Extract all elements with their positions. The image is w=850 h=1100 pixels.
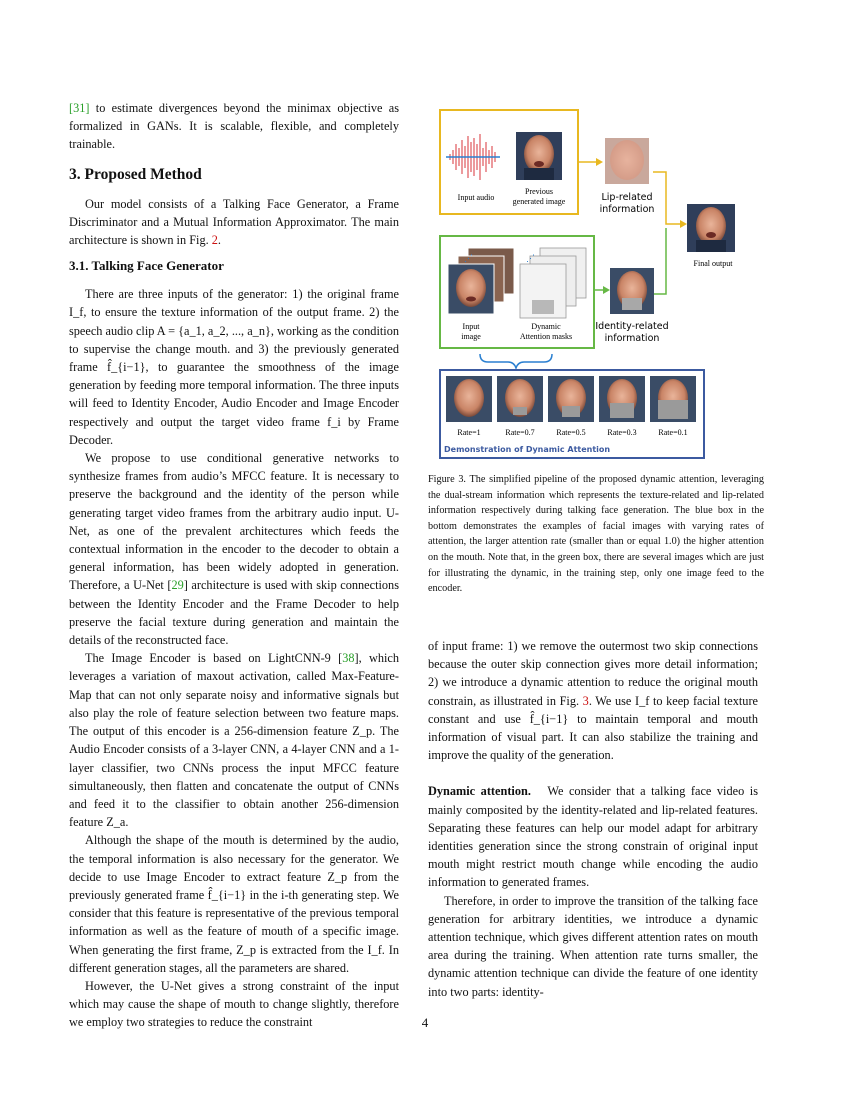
arrowhead: [596, 158, 603, 166]
paragraph-strategies: of input frame: 1) we remove the outermost two skip connections because the outer skip connection gives more detail information; 2) we introduce a dynamic attention to reduce the original mouth constrain, as illustrated in Fig. 3. We use I_f to keep facial texture constant and use f̂_{i−1} to maintain temporal and mouth information of visual part. It can also stabilize the training and improve the quality of the generation.: [428, 639, 758, 763]
identity-related-image: [610, 268, 654, 314]
paragraph-temporal: Although the shape of the mouth is determined by the audio, the temporal information is also necessary for the generator. We decide to use Image Encoder to extract feature Z_p from the previously generated frame f̂_{i−1} in the i-th generating step. We consider that this feature is representative of the previous temporal information as well as the feature of mouth of a specific image. When generating the first frame, Z_p is extracted from the I_f. In different generation stages, all the parameters are shared.: [69, 833, 399, 975]
demo-face-rate-0-1: [650, 376, 696, 422]
connector-lip: [653, 172, 680, 224]
paragraph-unet: We propose to use conditional generative networks to synthesize frames from audio’s MFCC feature. It is necessary to preserve the background and the identity of the person while generating target video frames from the arbitrary audio input. U-Net, as one of the prevalent architectures which feeds the contextual information in the encoder to the decoder to obtain a general information, has been widely adopted in generation. Therefore, a U-Net [29] architecture is used with skip connections between the Identity Encoder and the Frame Decoder to help preserve the facial texture during generation and maintain the details of the reconstructed face.: [69, 451, 399, 648]
label-input-audio: Input audio: [457, 193, 495, 202]
subsection-heading: 3.1. Talking Face Generator: [69, 258, 224, 274]
label-lip-2: information: [599, 204, 655, 215]
lip-related-image: [605, 138, 649, 184]
rate-label: Rate=0.7: [505, 428, 535, 437]
demo-faces: [446, 376, 696, 422]
paragraph-image-encoder: The Image Encoder is based on LightCNN-9 [38], which leverages a variation of maxout activation, called Max-Feature-Map that can not only separate noisy and informative signals but also play the role of feature selection between two feature maps. The output of this encoder is a 256-dimension feature Z_p. The Audio Encoder consists of a 3-layer CNN, a 4-layer CNN and a 1-layer classifier, two CNNs process the input MFCC feature simultaneously, then flatten and concatenate the output of CNNs and feed it to the classifier to obtain another 256-dimension feature Z_a.: [69, 651, 399, 830]
label-previous-1: Previous: [525, 187, 553, 196]
stack-ellipsis: ⋰: [464, 253, 473, 263]
arrowhead: [603, 286, 610, 294]
figure-link[interactable]: 3: [582, 693, 589, 708]
label-final-output: Final output: [693, 259, 733, 268]
citation-link[interactable]: 29: [171, 578, 184, 593]
stack-ellipsis: ⋰: [526, 253, 535, 263]
brace: [480, 354, 552, 368]
paragraph-model: Our model consists of a Talking Face Generator, a Frame Discriminator and a Mutual Information Approximator. The main architecture is shown in Fig. 2.: [69, 196, 399, 248]
label-identity-2: information: [604, 333, 660, 344]
demo-face-rate-1: [446, 376, 492, 422]
paragraph-intro: [31] to estimate divergences beyond the minimax objective as formalized in GANs. It is scalable, flexible, and completely trainable.: [69, 101, 399, 152]
paragraph-dynamic-attention: Dynamic attention. We consider that a talking face video is mainly composited by the identity-related and lip-related features. Separating these features can help our model adapt for arbitrary identities generation since the strong constrain of original input mouth might restrict mouth change while encoding the audio information to generated frames.: [428, 784, 758, 890]
demo-face-rate-0-3: [599, 376, 645, 422]
rate-label: Rate=0.5: [556, 428, 586, 437]
label-previous-2: generated image: [512, 197, 566, 206]
citation-link[interactable]: [31]: [69, 101, 90, 115]
paragraph-transition: Therefore, in order to improve the transition of the talking face generation for arbitrary identities, we introduce a dynamic attention technique, which gives different attention rates on mouth area during the training. When attention rate turns smaller, the dynamic attention technique can divide the feature of one identity into two parts: identity-: [428, 893, 758, 999]
paragraph-inputs: There are three inputs of the generator: 1) the original frame I_f, to ensure the texture information of the output frame. 2) the speech audio clip A = {a_1, a_2, ..., a_n}, working as the condition to supervise the change mouth. and 3) the previously generated frame f̂_{i−1}, to guarantee the smoothness of the image generation by feeding more temporal information. The three inputs will feed to Identity Encoder, Audio Encoder and Image Encoder respectively and output the target video frame f_i by Frame Decoder.: [69, 287, 399, 447]
right-column: [428, 637, 758, 1001]
rate-label: Rate=0.1: [658, 428, 688, 437]
waveform-icon: [446, 134, 500, 180]
connector-identity: [653, 228, 666, 294]
figure-3-pipeline: [428, 104, 773, 464]
section-heading: 3. Proposed Method: [69, 165, 202, 183]
left-column: [69, 99, 399, 1032]
label-dynamic-1: Dynamic: [531, 322, 561, 331]
figure-caption: Figure 3. The simplified pipeline of the proposed dynamic attention, leveraging the dual-stream information which represents the texture-related and lip-related information respectively during talking face generation. The blue box in the bottom demonstrates the examples of facial images with varying rates of attention, the larger attention rate (smaller than or equal 1.0) the higher attention on the mouth. Note that, in the green box, there are several images which are just for illustrating the dynamic, in the training step, only one image feed to the encoder.: [428, 474, 764, 595]
figure-link[interactable]: 2: [211, 233, 218, 248]
label-input-1: Input: [462, 322, 480, 331]
label-dynamic-2: Attention masks: [519, 332, 573, 341]
paragraph-constraint: However, the U-Net gives a strong constraint of the input which may cause the shape of mouth to change slightly, therefore we employ two strategies to reduce the constraint: [69, 978, 399, 1030]
label-identity-1: Identity-related: [595, 321, 669, 332]
rate-label: Rate=1: [457, 428, 481, 437]
demo-title: Demonstration of Dynamic Attention: [444, 445, 611, 454]
input-image-stack: [448, 248, 514, 314]
pipeline-diagram: [428, 104, 773, 464]
demo-face-rate-0-7: [497, 376, 543, 422]
citation-link[interactable]: 38: [342, 651, 355, 666]
rate-label: Rate=0.3: [607, 428, 637, 437]
page-number: 4: [421, 1015, 429, 1030]
demo-face-rate-0-5: [548, 376, 594, 422]
label-input-2: image: [461, 332, 481, 341]
label-lip-1: Lip-related: [601, 192, 653, 203]
previous-frame-image: [516, 132, 562, 180]
arrowhead: [680, 220, 687, 228]
paragraph-heading: Dynamic attention.: [428, 784, 531, 799]
final-output-image: [687, 204, 735, 252]
